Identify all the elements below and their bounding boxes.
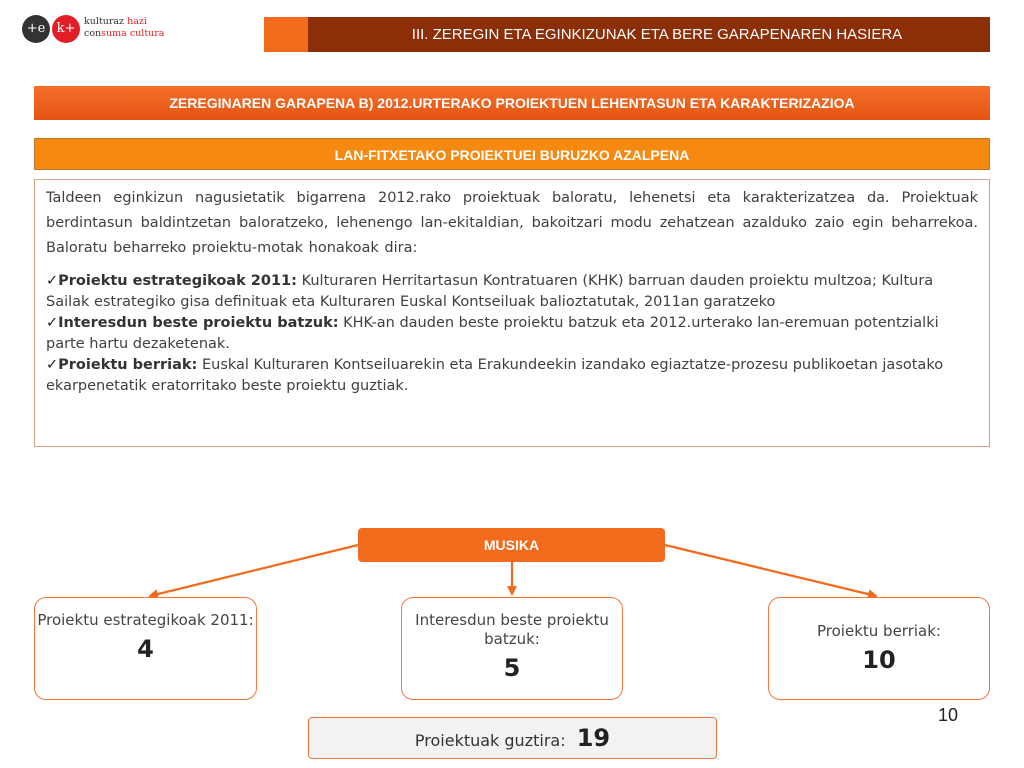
checkmark-icon: ✓ — [46, 273, 59, 289]
arrow-left — [150, 545, 358, 596]
diagram-box-new — [768, 597, 990, 700]
total-label: Proiektuak guztira: — [414, 731, 566, 750]
logo-line1-prefix: kulturaz — [84, 16, 125, 27]
page-title: III. ZEREGIN ETA EGINKIZUNAK ETA BERE GARAPENAREN HASIERA — [411, 26, 903, 43]
subsection-title: LAN-FITXETAKO PROIEKTUEI BURUZKO AZALPENA — [34, 138, 990, 170]
logo-right-circle: k+ — [52, 15, 80, 43]
section-title: ZEREGINAREN GARAPENA B) 2012.URTERAKO PROIEKTUEN LEHENTASUN ETA KARAKTERIZAZIOA — [34, 86, 990, 120]
box-label: Proiektu berriak: — [817, 622, 941, 640]
bullet-term: Interesdun beste proiektu batzuk: — [58, 315, 339, 331]
total-box — [308, 717, 717, 759]
box-value: 10 — [862, 646, 896, 674]
checkmark-icon: ✓ — [46, 357, 59, 373]
diagram-root: MUSIKA — [358, 528, 665, 562]
bullet-term: Proiektu estrategikoak 2011: — [58, 273, 297, 289]
bullet-term: Proiektu berriak: — [58, 357, 198, 373]
diagram-box-strategic — [34, 597, 257, 700]
box-label: Proiektu estrategikoak 2011: — [37, 611, 254, 629]
logo-line2-prefix: con — [84, 28, 102, 39]
logo-line2-suffix: suma cultura — [101, 28, 165, 39]
box-value: 5 — [503, 654, 521, 682]
bullet-text: KHK-an dauden beste proiektu batzuk eta 2012.urterako lan-eremuan potentzialki parte hartu dezaketenak. — [46, 315, 939, 352]
total-value: 19 — [576, 724, 611, 752]
intro-paragraph: Taldeen eginkizun nagusietatik bigarrena 2012.rako proiektuak baloratu, lehenetsi eta karakterizatzea da. Proiektuak berdintasun baldintzetan baloratzeko, lehenengo lan-ekitaldian, bakoitzari modu zehatzean azalduko zaio egin beharrekoa. Baloratu beharreko proiektu-motak honakoak dira: — [46, 190, 978, 256]
diagram-box-interested — [401, 597, 623, 700]
logo-left-circle: +e — [22, 15, 50, 43]
checkmark-icon: ✓ — [46, 315, 59, 331]
box-label: Interesdun beste proiektu batzuk: — [415, 611, 609, 648]
page-number: 10 — [938, 705, 959, 725]
bullet-text: Kulturaren Herritartasun Kontratuaren (KHK) barruan dauden proiektu multzoa; Kultura Sailak estrategiko gisa definituak eta Kulturaren Euskal Kontseiluak balioztatutak, 2011an garatzeko — [46, 273, 934, 310]
bullet-text: Euskal Kulturaren Kontseiluarekin eta Erakundeekin izandako egiaztatze-prozesu publikoetan jasotako ekarpenetatik eratorritako beste proiektu guztiak. — [46, 357, 944, 394]
arrow-right — [665, 545, 876, 596]
box-value: 4 — [137, 635, 154, 663]
logo-line1-suffix: hazi — [127, 16, 147, 27]
